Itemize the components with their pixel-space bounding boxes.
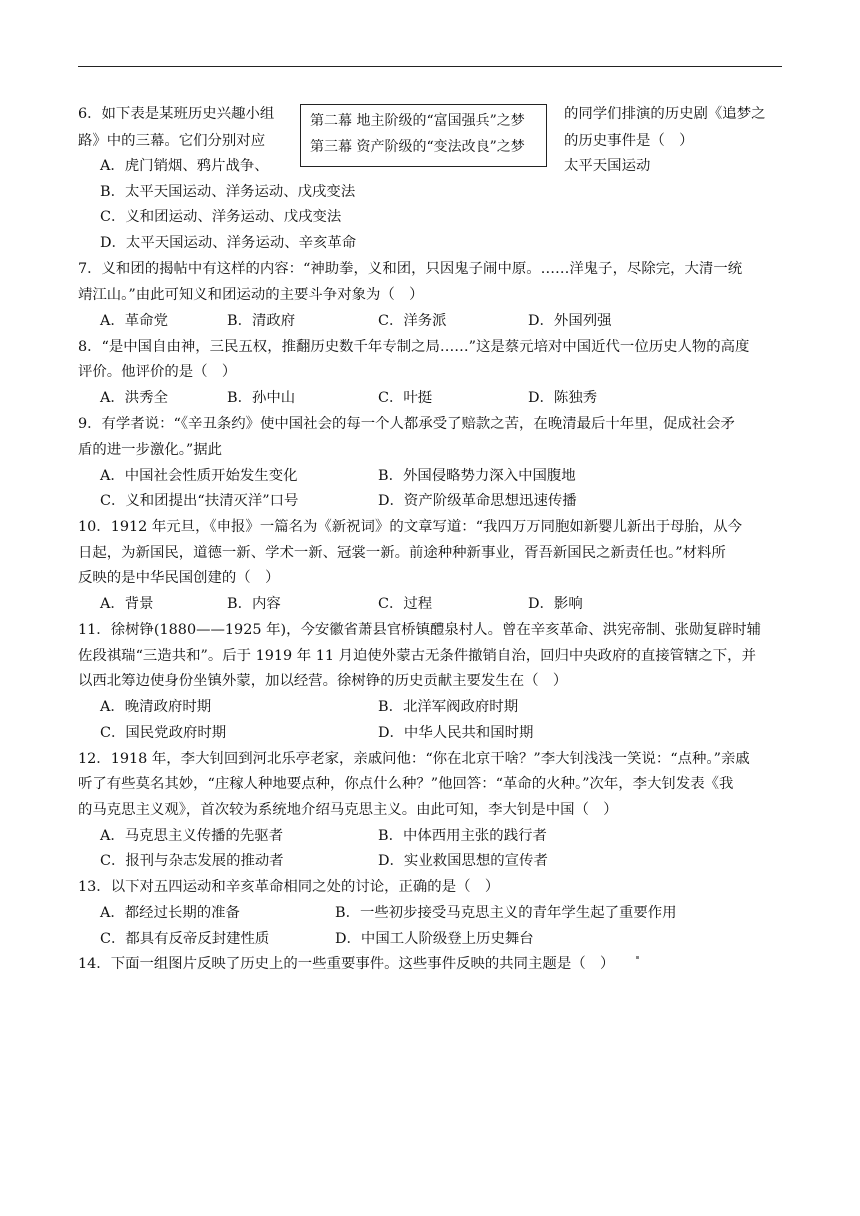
q12-option-b: B．中体西用主张的践行者 xyxy=(378,828,547,844)
q9-option-b: B．外国侵略势力深入中国腹地 xyxy=(378,468,576,484)
q10-option-a: A．背景 xyxy=(100,596,154,612)
q10-stem-3: 反映的是中华民国创建的（ ） xyxy=(78,570,280,586)
q12-stem-2: 听了有些莫名其妙，“庄稼人种地要点种，你点什么种？”他回答：“革命的火种。”次年，李大钊发表《我 xyxy=(78,776,734,792)
q12-stem-3: 的马克思主义观》，首次较为系统地介绍马克思主义。由此可知，李大钊是中国（ ） xyxy=(78,802,618,818)
q9-option-a: A．中国社会性质开始发生变化 xyxy=(100,468,298,484)
q13-option-c: C．都具有反帝反封建性质 xyxy=(100,931,270,947)
q9-stem-2: 盾的进一步激化。”据此 xyxy=(78,442,223,458)
q11-option-c: C．国民党政府时期 xyxy=(100,725,227,741)
q11-option-b: B．北洋军阀政府时期 xyxy=(378,699,519,715)
q8-option-d: D．陈独秀 xyxy=(528,390,598,406)
q8-stem-1: 8．“是中国自由神，三民五权，推翻历史数千年专制之局……”这是蔡元培对中国近代一位历史人物的高度 xyxy=(78,339,750,355)
q13-stem-1: 13．以下对五四运动和辛亥革命相同之处的讨论，正确的是（ ） xyxy=(78,879,500,895)
q6-option-a-cont: 太平天国运动 xyxy=(564,158,651,174)
q11-option-d: D．中华人民共和国时期 xyxy=(378,725,534,741)
q6-option-b: B．太平天国运动、洋务运动、戊戌变法 xyxy=(100,184,356,200)
q13-option-d: D．中国工人阶级登上历史舞台 xyxy=(335,931,534,947)
q11-stem-2: 佐段祺瑞“三造共和”。后于 1919 年 11 月迫使外蒙古无条件撤销自治，回归中央政府的直接管辖之下，并 xyxy=(78,648,756,664)
q6-option-a: A．虎门销烟、鸦片战争、 xyxy=(100,158,269,174)
q9-stem-1: 9．有学者说：“《辛丑条约》使中国社会的每一个人都承受了赔款之苦，在晚清最后十年里，促成社会矛 xyxy=(78,416,735,432)
q9-option-c: C．义和团提出“扶清灭洋”口号 xyxy=(100,493,299,509)
q7-option-c: C．洋务派 xyxy=(378,313,447,329)
q9-option-d: D．资产阶级革命思想迅速传播 xyxy=(378,493,577,509)
header-rule xyxy=(78,66,782,67)
q7-stem-2: 靖江山。”由此可知义和团运动的主要斗争对象为（ ） xyxy=(78,287,424,303)
q10-option-d: D．影响 xyxy=(528,596,583,612)
q6-stem-right-2: 的历史事件是（ ） xyxy=(564,133,694,149)
q6-table-row-act3: 第三幕 资产阶级的“变法改良”之梦 xyxy=(310,139,525,155)
q10-option-c: C．过程 xyxy=(378,596,433,612)
q10-stem-1: 10．1912 年元旦，《申报》一篇名为《新祝词》的文章写道：“我四万万同胞如新婴儿新出于母胎，从今 xyxy=(78,519,743,535)
q10-option-b: B．内容 xyxy=(227,596,281,612)
q6-stem-left-2: 路》中的三幕。它们分别对应 xyxy=(78,133,266,149)
q11-stem-1: 11．徐树铮(1880——1925 年)，今安徽省萧县官桥镇醴泉村人。曾在辛亥革命、洪宪帝制、张勋复辟时辅 xyxy=(78,622,761,638)
q6-option-c: C．义和团运动、洋务运动、戊戌变法 xyxy=(100,209,342,225)
q13-option-a: A．都经过长期的准备 xyxy=(100,905,240,921)
q12-stem-1: 12．1918 年，李大钊回到河北乐亭老家，亲戚问他：“你在北京干啥？”李大钊浅浅一笑说：“点种。”亲戚 xyxy=(78,751,750,767)
q8-option-a: A．洪秀全 xyxy=(100,390,168,406)
q6-stem-right-1: 的同学们排演的历史剧《追梦之 xyxy=(564,106,766,122)
q13-option-b: B．一些初步接受马克思主义的青年学生起了重要作用 xyxy=(335,905,677,921)
q6-play-table xyxy=(300,104,547,167)
q6-stem-left-1: 6．如下表是某班历史兴趣小组 xyxy=(78,106,275,122)
q10-stem-2: 日起，为新国民，道德一新、学术一新、冠裳一新。前途种种新事业，胥吾新国民之新责任也。”材料所 xyxy=(78,545,726,561)
q7-option-b: B．清政府 xyxy=(227,313,296,329)
q6-table-row-act2: 第二幕 地主阶级的“富国强兵”之梦 xyxy=(310,113,525,129)
q7-option-a: A．革命党 xyxy=(100,313,168,329)
q12-option-d: D．实业救国思想的宣传者 xyxy=(378,853,548,869)
q12-option-c: C．报刊与杂志发展的推动者 xyxy=(100,853,284,869)
q8-option-b: B．孙中山 xyxy=(227,390,296,406)
q7-option-d: D．外国列强 xyxy=(528,313,612,329)
q8-stem-2: 评价。他评价的是（ ） xyxy=(78,364,237,380)
q11-stem-3: 以西北筹边使身份坐镇外蒙，加以经营。徐树铮的历史贡献主要发生在（ ） xyxy=(78,673,568,689)
stray-dot xyxy=(636,956,639,959)
q6-option-d: D．太平天国运动、洋务运动、辛亥革命 xyxy=(100,235,357,251)
q11-option-a: A．晚清政府时期 xyxy=(100,699,212,715)
q8-option-c: C．叶挺 xyxy=(378,390,433,406)
q14-stem-1: 14．下面一组图片反映了历史上的一些重要事件。这些事件反映的共同主题是（ ） xyxy=(78,956,615,972)
q12-option-a: A．马克思主义传播的先驱者 xyxy=(100,828,284,844)
q7-stem-1: 7．义和团的揭帖中有这样的内容：“神助拳，义和团，只因鬼子闹中原。……洋鬼子，尽除完，大清一统 xyxy=(78,261,743,277)
